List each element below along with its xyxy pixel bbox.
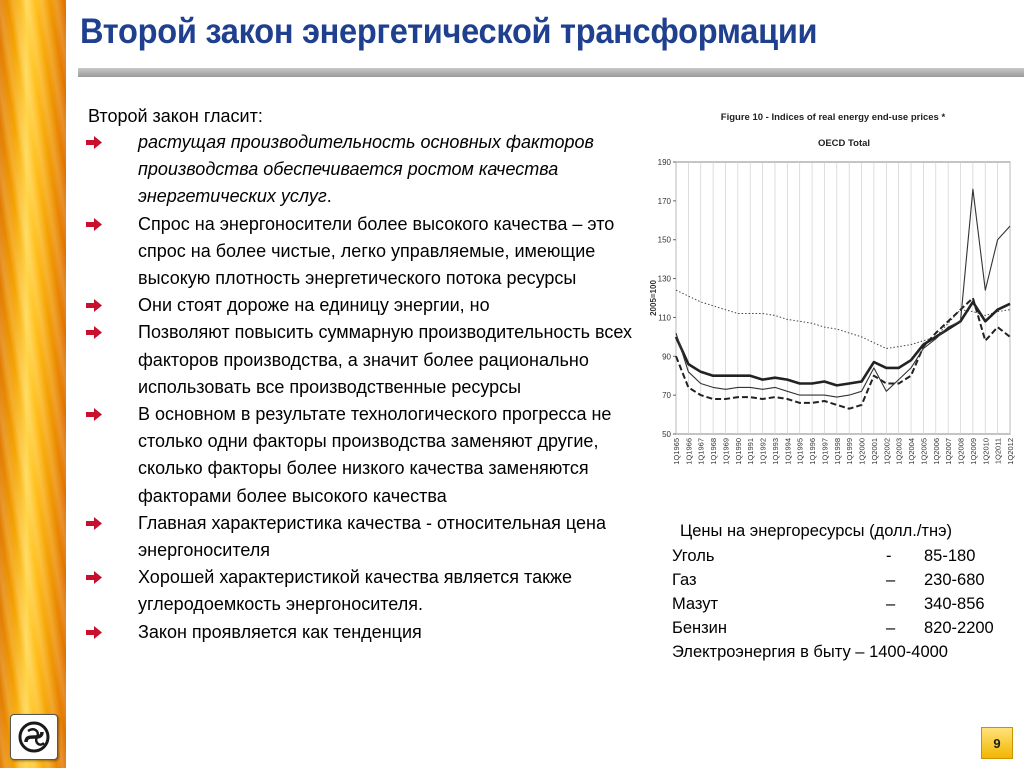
bullet-item (86, 292, 636, 319)
x-tick-label: 1Q1991 (746, 438, 756, 465)
bullet-list (86, 129, 636, 646)
x-tick-label: 1Q2010 (981, 438, 991, 465)
x-tick-label: 1Q2007 (944, 438, 954, 465)
x-tick-label: 1Q2009 (968, 438, 978, 465)
bullet-item (86, 319, 636, 401)
prices-table (672, 522, 1017, 667)
bullet-text: Главная характеристика качества - относительная цена энергоносителя (138, 512, 606, 561)
price-dash: – (886, 595, 896, 613)
bullet-item (86, 401, 636, 510)
title-divider (78, 68, 1024, 77)
x-tick-label: 1Q1990 (733, 438, 743, 465)
price-dash: – (886, 571, 896, 589)
bullet-text: Они стоят дороже на единицу энергии, но (138, 295, 490, 316)
price-value: 85-180 (924, 547, 976, 565)
arrow-bullet-icon (86, 571, 102, 584)
price-value: 340-856 (924, 595, 985, 613)
arrow-bullet-icon (86, 136, 102, 149)
x-tick-label: 1Q2012 (1006, 438, 1015, 465)
chart-title: Figure 10 - Indices of real energy end-use prices * (720, 112, 946, 123)
x-tick-label: 1Q1992 (758, 438, 768, 465)
x-tick-label: 1Q1994 (783, 438, 793, 465)
price-row (672, 547, 1017, 571)
x-tick-label: 1Q2001 (869, 438, 879, 465)
x-tick-label: 1Q1968 (709, 438, 719, 465)
x-tick-label: 1Q2002 (882, 438, 892, 465)
y-axis-label: 2005=100 (649, 280, 658, 316)
x-tick-label: 1Q1996 (808, 438, 818, 465)
price-name: Бензин (672, 619, 728, 637)
x-tick-label: 1Q1967 (696, 438, 706, 465)
bullet-text: Позволяют повысить суммарную производительность всех факторов производства, а значит более рационально использовать все производственные ресурсы (138, 322, 633, 397)
bullet-item (86, 510, 636, 564)
price-row (672, 571, 1017, 595)
x-tick-label: 1Q1969 (721, 438, 731, 465)
logo (10, 714, 58, 760)
x-tick-label: 1Q2000 (857, 438, 867, 465)
bullet-item (86, 211, 636, 293)
x-tick-label: 1Q2006 (931, 438, 941, 465)
x-tick-label: 1Q1966 (684, 438, 694, 465)
page-title: Второй закон энергетической трансформации (80, 12, 818, 51)
arrow-bullet-icon (86, 326, 102, 339)
arrow-bullet-icon (86, 299, 102, 312)
x-tick-label: 1Q1997 (820, 438, 830, 465)
x-tick-label: 1Q1995 (795, 438, 805, 465)
x-tick-label: 1Q2005 (919, 438, 929, 465)
price-row (672, 619, 1017, 643)
price-value: 820-2200 (924, 619, 994, 637)
x-tick-label: 1Q2011 (993, 438, 1003, 465)
y-tick-label: 170 (657, 196, 671, 206)
price-dash: – (886, 619, 896, 637)
bullet-item (86, 619, 636, 646)
y-tick-label: 110 (658, 313, 671, 323)
y-tick-label: 150 (657, 235, 671, 245)
price-name: Мазут (672, 595, 719, 613)
price-index-chart (648, 100, 1018, 475)
y-tick-label: 130 (657, 274, 671, 284)
bullet-text-tail: . (326, 186, 332, 207)
intro-text: Второй закон гласит: (88, 106, 263, 126)
bullet-item (86, 129, 636, 211)
arrow-bullet-icon (86, 218, 102, 231)
bullet-text: Закон проявляется как тенденция (138, 621, 422, 642)
y-tick-label: 190 (657, 158, 671, 167)
chart-subtitle: OECD Total (817, 138, 871, 149)
page-number: 9 (981, 727, 1013, 759)
logo-icon (15, 718, 53, 756)
price-row (672, 643, 1017, 667)
price-value: 230-680 (924, 571, 985, 589)
plot-area (676, 162, 1010, 434)
x-tick-label: 1Q1998 (832, 438, 842, 465)
left-decor-strip (0, 0, 66, 768)
x-tick-label: 1Q2003 (894, 438, 904, 465)
price-row (672, 595, 1017, 619)
prices-header: Цены на энергоресурсы (долл./тнэ) (680, 522, 953, 540)
bullet-text: Хорошей характеристикой качества является также углеродоемкость энергоносителя. (138, 567, 573, 615)
arrow-bullet-icon (86, 626, 102, 639)
x-tick-label: 1Q1999 (845, 438, 855, 465)
x-tick-label: 1Q1965 (672, 438, 681, 465)
y-tick-label: 70 (662, 391, 671, 401)
bullet-text: растущая производительность основных факторов производства обеспечивается ростом качества энергетических услуг (138, 132, 594, 207)
price-name: Уголь (672, 547, 715, 565)
bullet-item (86, 564, 636, 618)
x-tick-label: 1Q2008 (956, 438, 966, 465)
price-dash: - (886, 547, 892, 565)
price-last-row: Электроэнергия в быту – 1400-4000 (672, 643, 948, 661)
x-tick-label: 1Q1993 (770, 438, 780, 465)
arrow-bullet-icon (86, 408, 102, 421)
y-tick-label: 50 (662, 430, 671, 439)
bullet-text: В основном в результате технологического прогресса не столько одни факторы производства заменяют другие, сколько факторы более низкого качества заменяются факторами более высокого качества (138, 404, 612, 506)
arrow-bullet-icon (86, 517, 102, 530)
bullet-text: Спрос на энергоносители более высокого качества – это спрос на более чистые, легко управляемые, имеющие высокую плотность энергетического потока ресурсы (138, 213, 615, 289)
price-name: Газ (672, 571, 697, 589)
y-tick-label: 90 (662, 352, 671, 362)
x-tick-label: 1Q2004 (907, 438, 917, 465)
